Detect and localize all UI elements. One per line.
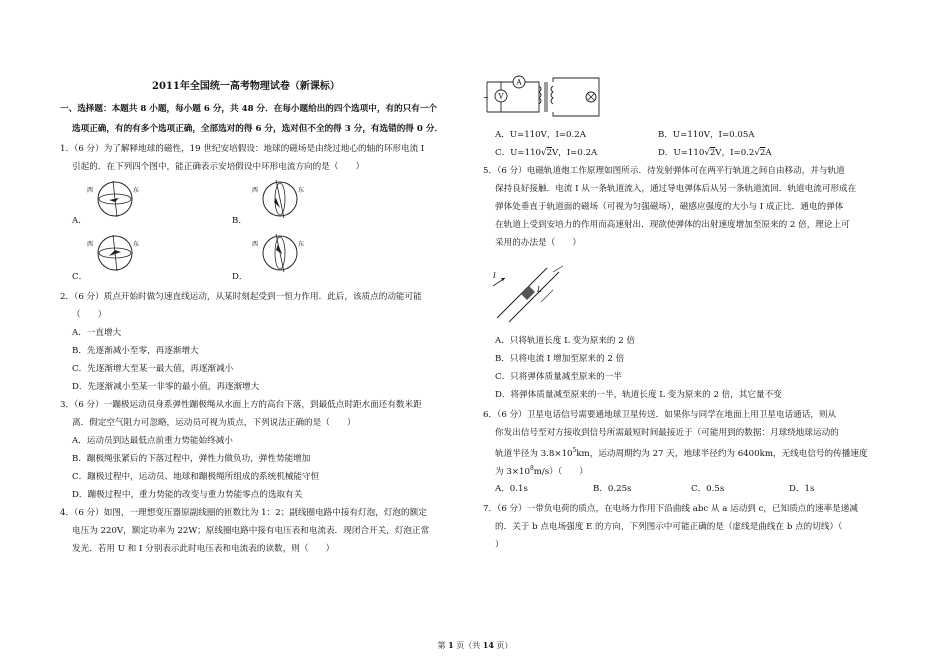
east-label: 东: [298, 241, 305, 248]
q3-option-c: C．蹦极过程中，运动员、地球和蹦极绳所组成的系统机械能守恒: [72, 472, 320, 482]
q1-label-d: D．: [232, 272, 248, 282]
section-instructions-line2: 选项正确，有的有多个选项正确，全部选对的得 6 分，选对但不全的得 3 分，有选错的得 0 分．: [72, 124, 444, 134]
q6-option-c: C．0.5s: [691, 484, 725, 494]
q6-option-b: B．0.25s: [593, 484, 632, 494]
current-label: I: [493, 272, 496, 280]
q7-line1: 7．（6 分）一带负电荷的质点，在电场力作用下沿曲线 abc 从 a 运动到 c，已知质点的速率是递减: [483, 504, 858, 514]
q1-line1: 1．（6 分）为了解释地球的磁性，19 世纪安培假设：地球的磁场是由绕过地心的轴的环形电流 I: [60, 144, 425, 154]
globe-figure-c: [85, 232, 145, 274]
west-label: 西: [87, 241, 94, 248]
east-label: 东: [133, 187, 140, 194]
total-pages: 14: [482, 640, 494, 650]
q2-option-b: B．先逐渐减小至零，再逐渐增大: [72, 346, 199, 356]
west-label: 西: [87, 187, 94, 194]
page-title: 2011年全国统一高考物理试卷（新课标）: [152, 81, 340, 92]
q5-line4: 在轨道上受到安培力的作用而高速射出．现欲使弹体的出射速度增加至原来的 2 倍，理论上可: [495, 220, 850, 230]
q3-line1: 3．（6 分）一蹦极运动员身系弹性蹦极绳从水面上方的高台下落，到最低点时距水面还有数米距: [60, 400, 422, 410]
q5-line2: 保持良好接触．电流 I 从一条轨道流入，通过导电弹体后从另一条轨道流回．轨道电流可形成在: [495, 184, 857, 194]
q2-option-d: D．先逐渐减小至某一非零的最小值，再逐渐增大: [72, 382, 260, 392]
q2-line1: 2．（6 分）质点开始时做匀速直线运动，从某时刻起受到一恒力作用．此后，该质点的动能可能: [60, 292, 422, 302]
q3-line2: 离．假定空气阻力可忽略，运动员可视为质点，下列说法正确的是（ ）: [72, 418, 356, 428]
page-footer: 第 1 页（共 14 页）: [437, 640, 513, 650]
q6-option-a: A．0.1s: [495, 484, 528, 494]
q5-line1: 5．（6 分）电磁轨道炮工作原理如图所示．待发射弹体可在两平行轨道之间自由移动，并与轨道: [483, 166, 845, 176]
q1-label-b: B．: [232, 216, 247, 226]
q1-label-a: A．: [72, 216, 87, 226]
q5-option-b: B．只将电流 I 增加至原来的 2 倍: [495, 354, 625, 364]
q3-option-d: D．蹦极过程中，重力势能的改变与重力势能零点的选取有关: [72, 490, 303, 500]
q4-line2: 电压为 220V，额定功率为 22W；原线圈电路中接有电压表和电流表．现闭合开关，灯泡正常: [72, 526, 430, 536]
q4-option-c: C．U=110√2V，I=0.2A: [495, 148, 598, 158]
q4-option-a: A．U=110V，I=0.2A: [495, 130, 586, 140]
q2-option-a: A．一直增大: [72, 328, 122, 338]
east-label: 东: [298, 187, 305, 194]
q2-line2: （ ）: [72, 310, 107, 320]
q6-line2: 你发出信号至对方接收到信号所需最短时间最接近于（可能用到的数据：月球绕地球运动的: [495, 428, 839, 438]
q3-option-b: B．蹦极绳张紧后的下落过程中，弹性力做负功，弹性势能增加: [72, 454, 311, 464]
west-label: 西: [252, 187, 259, 194]
transformer-circuit-figure: [483, 72, 603, 122]
q7-line2: 的．关于 b 点电场强度 E 的方向，下列图示中可能正确的是（虚线是曲线在 b 点的切线）（: [495, 522, 843, 532]
current-page-number: 1: [448, 640, 454, 650]
q6-line3: 轨道半径为 $3.8\times 10^5km$，运动周期约为 27 天，地球半径约为 6400km，无线电信号的传播速度: [495, 447, 868, 459]
q6-line4: 为 $3\times 10^8m/s$）（ ）: [495, 465, 588, 477]
q6-line1: 6．（6 分）卫星电话信号需要通地球卫星传送．如果你与同学在地面上用卫星电话通话，则从: [483, 410, 837, 420]
q7-line3: ）: [495, 540, 504, 550]
q1-line2: 引起的．在下列四个图中，能正确表示安培假设中环形电流方向的是（ ）: [72, 162, 365, 172]
q6-option-d: D．1s: [789, 484, 815, 494]
q5-line3: 弹体处垂直于轨道面的磁场（可视为匀强磁场），磁感应强度的大小与 I 成正比．通电的弹体: [495, 202, 844, 212]
globe-figure-b: [250, 176, 310, 222]
q5-option-d: D．将弹体质量减至原来的一半，轨道长度 L 变为原来的 2 倍，其它量不变: [495, 390, 782, 400]
q5-option-c: C．只将弹体质量减至原来的一半: [495, 372, 622, 382]
q5-option-a: A．只将轨道长度 L 变为原来的 2 倍: [495, 336, 636, 346]
q3-option-a: A．运动员到达最低点前重力势能始终减小: [72, 436, 233, 446]
section-instructions-line1: 一、选择题：本题共 8 小题，每小题 6 分，共 48 分．在每小题给出的四个选项中，有的只有一个: [60, 104, 438, 114]
railgun-figure: [491, 262, 571, 324]
q4-line3: 发光．若用 U 和 I 分别表示此时电压表和电流表的读数，则（ ）: [72, 544, 335, 554]
globe-figure-d: [250, 230, 310, 276]
q2-option-c: C．先逐渐增大至某一最大值，再逐渐减小: [72, 364, 234, 374]
svg-text:~: ~: [483, 94, 489, 102]
west-label: 西: [252, 241, 259, 248]
q4-option-b: B．U=110V，I=0.05A: [658, 130, 755, 140]
q4-option-d: D．U=110√2V，I=0.2√2A: [658, 148, 772, 158]
q5-line5: 采用的办法是（ ）: [495, 238, 581, 248]
ammeter-label: A: [516, 78, 522, 87]
length-label: L: [537, 286, 542, 294]
q4-line1: 4．（6 分）如图，一理想变压器原副线圈的匝数比为 1：2；副线圈电路中接有灯泡，灯泡的额定: [60, 508, 427, 518]
voltmeter-label: V: [498, 92, 504, 101]
q1-label-c: C．: [72, 272, 88, 282]
east-label: 东: [133, 241, 140, 248]
globe-figure-a: [85, 178, 145, 220]
